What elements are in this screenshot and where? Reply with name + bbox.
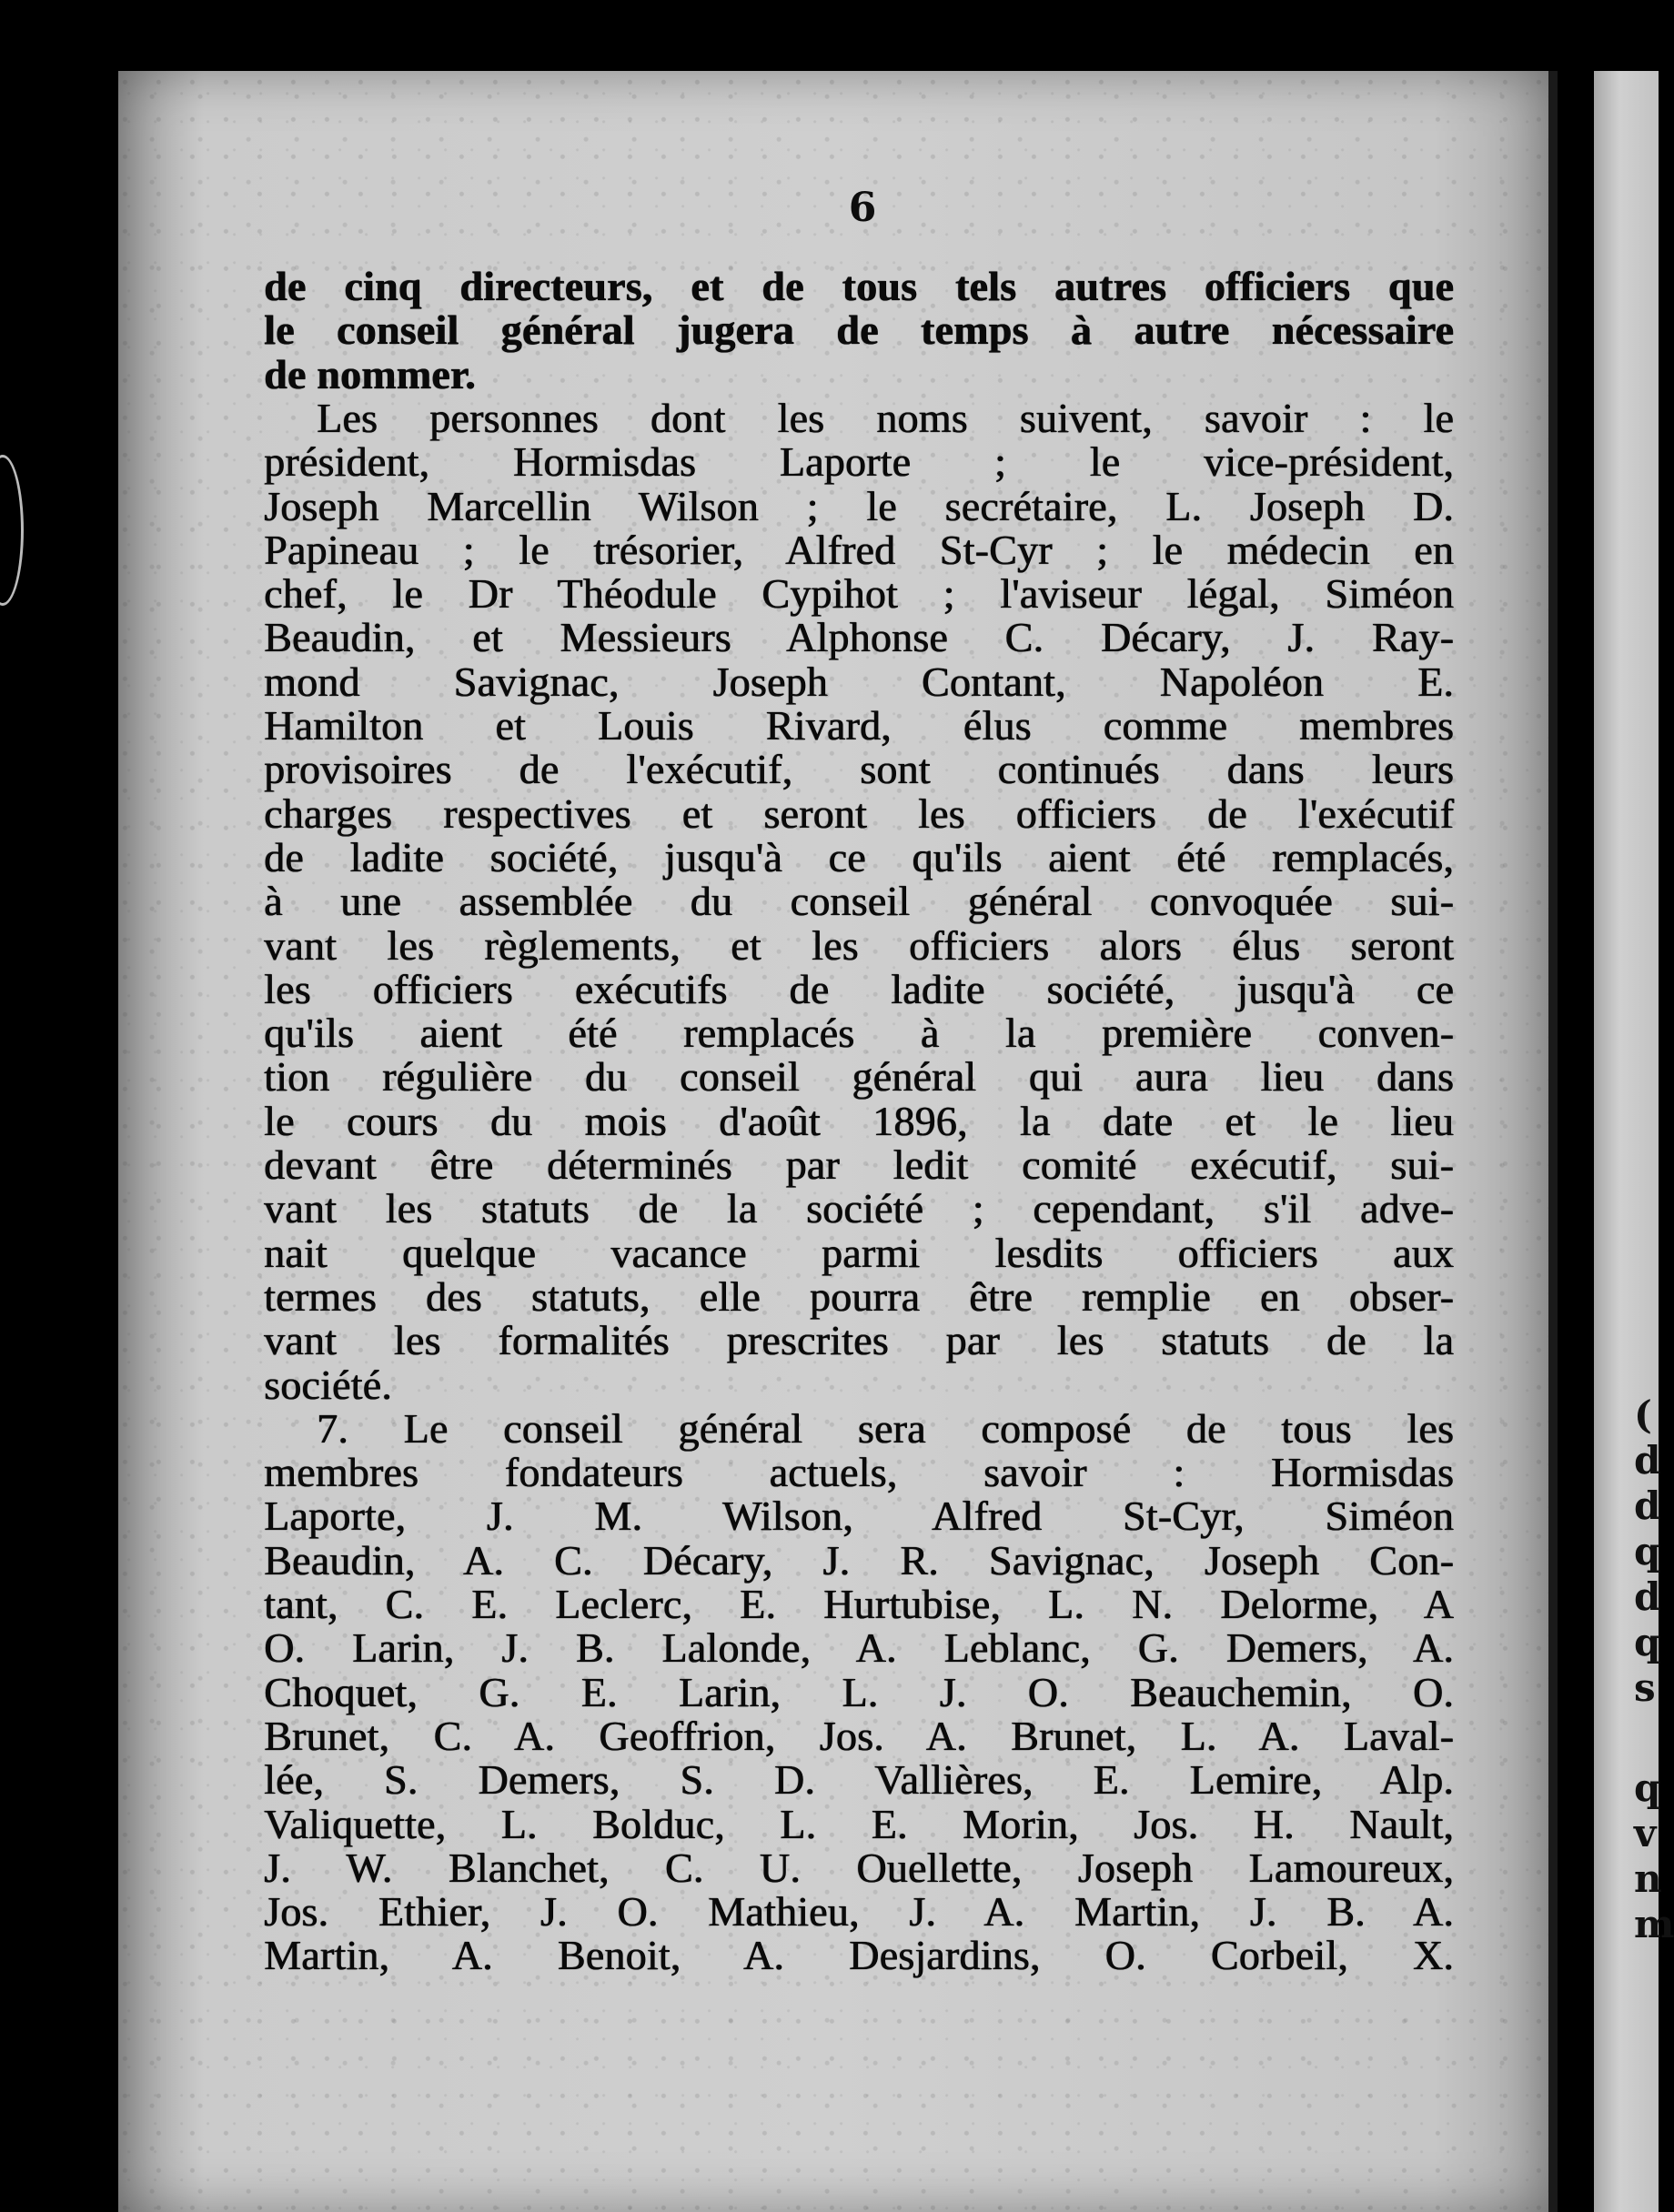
- text-line: Valiquette, L. Bolduc, L. E. Morin, Jos. H. Nault,: [264, 1800, 1454, 1847]
- facing-page-fragment: q: [1634, 1529, 1661, 1574]
- text-line: devant être déterminés par ledit comité exécutif, sui-: [264, 1141, 1454, 1188]
- facing-page-fragment: d: [1634, 1483, 1661, 1528]
- page-gutter: [1548, 71, 1558, 2212]
- text-line: de cinq directeurs, et de tous tels autres officiers que: [264, 263, 1454, 309]
- text-line: Brunet, C. A. Geoffrion, Jos. A. Brunet, L. A. Laval-: [264, 1712, 1454, 1759]
- text-line: à une assemblée du conseil général convoquée sui-: [264, 878, 1454, 925]
- text-line: nait quelque vacance parmi lesdits officiers aux: [264, 1229, 1454, 1276]
- text-line: chef, le Dr Théodule Cypihot ; l'aviseur légal, Siméon: [264, 570, 1454, 618]
- text-line: Hamilton et Louis Rivard, élus comme membres: [264, 702, 1454, 749]
- text-line: le cours du mois d'août 1896, la date et le lieu: [264, 1097, 1454, 1144]
- text-line: O. Larin, J. B. Lalonde, A. Leblanc, G. Demers, A.: [264, 1624, 1454, 1672]
- text-line: mond Savignac, Joseph Contant, Napoléon E.: [264, 658, 1454, 705]
- scan-edge-artifact: [0, 455, 24, 606]
- text-line: provisoires de l'exécutif, sont continués dans leurs: [264, 746, 1454, 793]
- text-line: J. W. Blanchet, C. U. Ouellette, Joseph Lamoureux,: [264, 1844, 1454, 1891]
- text-line: Jos. Ethier, J. O. Mathieu, J. A. Martin, J. B. A.: [264, 1888, 1454, 1936]
- text-line: Beaudin, A. C. Décary, J. R. Savignac, Joseph Con-: [264, 1536, 1454, 1584]
- text-line: vant les règlements, et les officiers alors élus seront: [264, 921, 1454, 969]
- facing-page-fragment: m: [1634, 1902, 1674, 1946]
- text-line: tant, C. E. Leclerc, E. Hurtubise, L. N. Delorme, A: [264, 1581, 1454, 1627]
- text-line: Laporte, J. M. Wilson, Alfred St-Cyr, Siméon: [264, 1493, 1454, 1540]
- facing-page-fragment: q: [1634, 1620, 1661, 1664]
- text-line: membres fondateurs actuels, savoir : Hormisdas: [264, 1449, 1454, 1496]
- facing-page-fragment: v: [1634, 1811, 1657, 1855]
- text-line: Joseph Marcellin Wilson ; le secrétaire, L. Joseph D.: [264, 482, 1454, 529]
- text-line: de ladite société, jusqu'à ce qu'ils aient été remplacés,: [264, 833, 1454, 880]
- facing-page-fragment: s: [1634, 1665, 1656, 1710]
- text-line: qu'ils aient été remplacés à la première conven-: [264, 1010, 1454, 1057]
- facing-page-fragment: d: [1634, 1574, 1661, 1619]
- facing-page-fragment: n: [1634, 1856, 1662, 1901]
- facing-page-fragment: d: [1634, 1438, 1661, 1483]
- facing-page-fragment: q: [1634, 1765, 1661, 1810]
- text-line: Martin, A. Benoit, A. Desjardins, O. Corbeil, X.: [264, 1932, 1454, 1979]
- text-line: président, Hormisdas Laporte ; le vice-président,: [264, 438, 1454, 486]
- text-line: 7. Le conseil général sera composé de tous les: [317, 1404, 1454, 1452]
- text-line: Beaudin, et Messieurs Alphonse C. Décary, J. Ray-: [264, 614, 1454, 661]
- text-line: lée, S. Demers, S. D. Vallières, E. Lemire, Alp.: [264, 1756, 1454, 1804]
- facing-page-edge: [1594, 71, 1674, 2212]
- text-line: le conseil général jugera de temps à autre nécessaire: [264, 307, 1454, 354]
- text-line: vant les statuts de la société ; cependant, s'il adve-: [264, 1185, 1454, 1232]
- text-line: Choquet, G. E. Larin, L. J. O. Beauchemin, O.: [264, 1668, 1454, 1715]
- text-line: vant les formalités prescrites par les statuts de la: [264, 1317, 1454, 1364]
- text-line: charges respectives et seront les officiers de l'exécutif: [264, 789, 1454, 837]
- text-line: Les personnes dont les noms suivent, savoir : le: [317, 394, 1454, 441]
- text-line: termes des statuts, elle pourra être remplie en obser-: [264, 1272, 1454, 1320]
- text-line: Papineau ; le trésorier, Alfred St-Cyr ; le médecin en: [264, 526, 1454, 573]
- page-number: 6: [848, 185, 877, 231]
- text-line: les officiers exécutifs de ladite société, jusqu'à ce: [264, 965, 1454, 1012]
- facing-page-fragment: (: [1634, 1393, 1652, 1437]
- text-line: tion régulière du conseil général qui aura lieu dans: [264, 1053, 1454, 1101]
- text-line: société.: [264, 1361, 392, 1408]
- text-line: de nommer.: [264, 350, 476, 397]
